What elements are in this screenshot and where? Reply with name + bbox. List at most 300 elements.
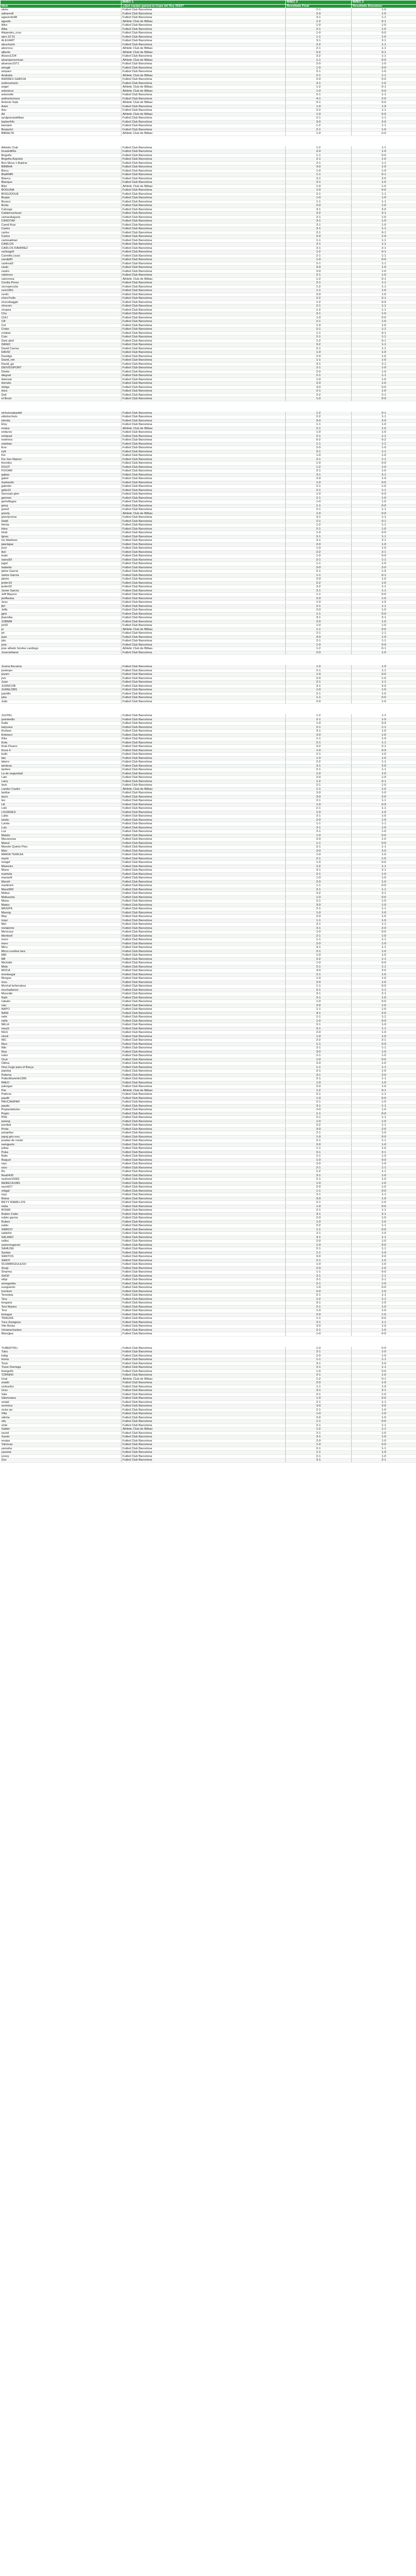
nick-cell: Blisi bbox=[1, 184, 122, 189]
halftime-score-cell: 1-1 bbox=[352, 589, 416, 593]
final-score-cell: 2-1 bbox=[286, 965, 352, 969]
nick-cell: jesfer02 bbox=[1, 585, 122, 589]
final-score-cell: 2-0 bbox=[286, 676, 352, 681]
winner-cell: Futbol Club Barcelona bbox=[122, 1255, 286, 1259]
halftime-score-cell: 1-1 bbox=[352, 865, 416, 869]
halftime-score-cell: 1-0 bbox=[352, 354, 416, 359]
winner-cell: Futbol Club Barcelona bbox=[122, 1046, 286, 1050]
nick-cell: jrev bbox=[1, 676, 122, 681]
halftime-score-cell: 1-0 bbox=[352, 601, 416, 605]
table-row bbox=[1, 730, 416, 734]
nick-cell: JUANLOBS bbox=[1, 688, 122, 692]
winner-cell: Futbol Club Barcelona bbox=[122, 1305, 286, 1309]
nick-cell: Toxic bbox=[1, 1362, 122, 1366]
separator-cell bbox=[1, 704, 416, 715]
nick-cell: Trave Domega bbox=[1, 1366, 122, 1370]
final-score-cell: 1-1 bbox=[286, 1317, 352, 1321]
final-score-cell: 1-0 bbox=[286, 1243, 352, 1247]
nick-cell: Pat bbox=[1, 1089, 122, 1093]
final-score-cell: 2-0 bbox=[286, 1185, 352, 1190]
halftime-score-cell: 2-0 bbox=[352, 1127, 416, 1131]
table-row bbox=[1, 1454, 416, 1459]
winner-cell: Futbol Club Barcelona bbox=[122, 822, 286, 826]
halftime-score-cell: 2-1 bbox=[352, 1459, 416, 1463]
table-row bbox=[1, 1046, 416, 1050]
nick-cell: Noa bbox=[1, 1050, 122, 1054]
final-score-cell: 2-0 bbox=[286, 1381, 352, 1385]
halftime-score-cell: 2-0 bbox=[352, 926, 416, 930]
winner-cell: Futbol Club Barcelona bbox=[122, 438, 286, 443]
halftime-score-cell: 1-0 bbox=[352, 624, 416, 628]
winner-cell: Futbol Club Barcelona bbox=[122, 593, 286, 597]
halftime-score-cell: 1-0 bbox=[352, 465, 416, 469]
nick-cell: Cuis bbox=[1, 335, 122, 340]
winner-cell: Futbol Club Barcelona bbox=[122, 1185, 286, 1190]
final-score-cell: 2-0 bbox=[286, 12, 352, 16]
final-score-cell: 3-0 bbox=[286, 120, 352, 124]
winner-cell: Futbol Club Barcelona bbox=[122, 692, 286, 696]
winner-cell: Futbol Club Barcelona bbox=[122, 1454, 286, 1459]
winner-cell: Futbol Club Barcelona bbox=[122, 1286, 286, 1290]
halftime-score-cell: 1-0 bbox=[352, 266, 416, 270]
nick-cell: Kote Pisano bbox=[1, 745, 122, 749]
winner-cell: Futbol Club Barcelona bbox=[122, 177, 286, 181]
nick-cell: BlaiRMR bbox=[1, 173, 122, 177]
nick-cell: Jeff Mayore bbox=[1, 593, 122, 597]
winner-cell: Futbol Club Barcelona bbox=[122, 1282, 286, 1286]
winner-cell: Futbol Club Barcelona bbox=[122, 366, 286, 370]
table-row bbox=[1, 1247, 416, 1251]
nick-cell: andreumarin bbox=[1, 81, 122, 86]
table-row bbox=[1, 733, 416, 737]
halftime-score-cell: 0-0 bbox=[352, 78, 416, 82]
winner-cell: Futbol Club Barcelona bbox=[122, 558, 286, 562]
table-row bbox=[1, 1127, 416, 1131]
final-score-cell: 1-0 bbox=[286, 531, 352, 535]
table-row bbox=[1, 1362, 416, 1366]
nick-cell: jnr02 bbox=[1, 624, 122, 628]
nick-cell: NELA bbox=[1, 1023, 122, 1027]
nick-cell: tuttig bbox=[1, 1354, 122, 1358]
halftime-score-cell: 1-0 bbox=[352, 880, 416, 884]
final-score-cell: 1-0 bbox=[286, 351, 352, 355]
nick-cell: Blanca bbox=[1, 177, 122, 181]
table-row bbox=[1, 1309, 416, 1313]
winner-cell: Futbol Club Barcelona bbox=[122, 730, 286, 734]
table-row bbox=[1, 1108, 416, 1112]
final-score-cell: 1-1 bbox=[286, 919, 352, 923]
final-score-cell: 1-0 bbox=[286, 665, 352, 669]
nick-cell: Puka bbox=[1, 1150, 122, 1155]
winner-cell: Athletic Club de Bilbao bbox=[122, 277, 286, 281]
halftime-score-cell: 1-0 bbox=[352, 1408, 416, 1412]
table-row bbox=[1, 450, 416, 454]
nick-cell: marsarfi bbox=[1, 876, 122, 880]
winner-cell: Futbol Club Barcelona bbox=[122, 1290, 286, 1294]
nick-cell: Patricia bbox=[1, 1093, 122, 1097]
halftime-score-cell: 1-0 bbox=[352, 547, 416, 551]
winner-cell: Futbol Club Barcelona bbox=[122, 985, 286, 989]
final-score-cell: 3-1 bbox=[286, 1435, 352, 1439]
winner-cell: Futbol Club Barcelona bbox=[122, 578, 286, 582]
table-row bbox=[1, 1369, 416, 1374]
halftime-score-cell: 2-1 bbox=[352, 362, 416, 366]
final-score-cell: 3-0 bbox=[286, 266, 352, 270]
final-score-cell: 1-0 bbox=[286, 324, 352, 328]
winner-cell: Futbol Club Barcelona bbox=[122, 810, 286, 815]
table-row bbox=[1, 454, 416, 458]
table-row bbox=[1, 1070, 416, 1074]
halftime-score-cell: 1-1 bbox=[352, 508, 416, 512]
table-row bbox=[1, 942, 416, 946]
table-row bbox=[1, 764, 416, 768]
halftime-score-cell: 2-0 bbox=[352, 684, 416, 688]
final-score-cell: 3-2 bbox=[286, 585, 352, 589]
final-score-cell: 2-0 bbox=[286, 370, 352, 374]
halftime-score-cell: 1-0 bbox=[352, 1305, 416, 1309]
nick-cell: jo bbox=[1, 628, 122, 632]
final-score-cell: 2-1 bbox=[286, 70, 352, 74]
table-row bbox=[1, 696, 416, 700]
halftime-score-cell: 0-1 bbox=[352, 277, 416, 281]
table-row bbox=[1, 892, 416, 896]
table-row bbox=[1, 784, 416, 788]
winner-cell: Futbol Club Barcelona bbox=[122, 973, 286, 977]
nick-cell: BIRBHA bbox=[1, 165, 122, 170]
table-row bbox=[1, 246, 416, 250]
winner-cell: Futbol Club Barcelona bbox=[122, 815, 286, 819]
halftime-score-cell: 1-1 bbox=[352, 1046, 416, 1050]
halftime-score-cell: 0-0 bbox=[352, 1443, 416, 1447]
final-score-cell: 1-0 bbox=[286, 1286, 352, 1290]
final-score-cell: 2-1 bbox=[286, 692, 352, 696]
halftime-score-cell: 1-0 bbox=[352, 1251, 416, 1255]
halftime-score-cell: 1-1 bbox=[352, 714, 416, 718]
nick-cell: mou bbox=[1, 980, 122, 985]
table-row bbox=[1, 888, 416, 892]
winner-cell: Futbol Club Barcelona bbox=[122, 1093, 286, 1097]
table-row bbox=[1, 412, 416, 415]
final-score-cell: 1-0 bbox=[286, 500, 352, 504]
final-score-cell: 2-1 bbox=[286, 923, 352, 927]
winner-cell: Futbol Club Barcelona bbox=[122, 431, 286, 435]
nick-cell: tortugas bbox=[1, 1313, 122, 1317]
final-score-cell: 2-2 bbox=[286, 1124, 352, 1128]
nick-cell: paudk bbox=[1, 1096, 122, 1100]
halftime-score-cell: 0-0 bbox=[352, 112, 416, 116]
table-row bbox=[1, 1004, 416, 1008]
nick-cell: mero bbox=[1, 938, 122, 942]
final-score-cell: 3-1 bbox=[286, 246, 352, 250]
nick-cell: Asier bbox=[1, 105, 122, 109]
group-separator bbox=[1, 135, 416, 146]
final-score-cell: 2-1 bbox=[286, 496, 352, 500]
final-score-cell: 2-1 bbox=[286, 681, 352, 685]
nick-cell: Ben Mous x Bakirar bbox=[1, 161, 122, 165]
table-row bbox=[1, 1228, 416, 1232]
table-row bbox=[1, 1011, 416, 1015]
halftime-score-cell: 1-0 bbox=[352, 791, 416, 795]
table-row bbox=[1, 1274, 416, 1278]
halftime-score-cell: 1-0 bbox=[352, 1131, 416, 1136]
halftime-score-cell: 1-0 bbox=[352, 24, 416, 28]
halftime-score-cell: 0-0 bbox=[352, 1189, 416, 1193]
table-row bbox=[1, 1282, 416, 1286]
table-row bbox=[1, 20, 416, 24]
halftime-score-cell: 1-1 bbox=[352, 1193, 416, 1197]
halftime-score-cell: 1-0 bbox=[352, 269, 416, 274]
final-score-cell: 1-0 bbox=[286, 1412, 352, 1416]
winner-cell: Futbol Club Barcelona bbox=[122, 1400, 286, 1404]
final-score-cell: 2-0 bbox=[286, 1004, 352, 1008]
nick-cell: fiverdes bbox=[1, 462, 122, 466]
winner-cell: Futbol Club Barcelona bbox=[122, 208, 286, 212]
halftime-score-cell: 1-1 bbox=[352, 1166, 416, 1170]
table-row bbox=[1, 316, 416, 320]
nick-cell: nan bbox=[1, 1004, 122, 1008]
final-score-cell: 1-0 bbox=[286, 1397, 352, 1401]
final-score-cell: 2-0 bbox=[286, 1416, 352, 1420]
halftime-score-cell: 1-1 bbox=[352, 907, 416, 911]
final-score-cell: 1-1 bbox=[286, 1270, 352, 1275]
table-row bbox=[1, 791, 416, 795]
nick-cell: Vale bbox=[1, 1393, 122, 1397]
winner-cell: Futbol Club Barcelona bbox=[122, 632, 286, 636]
halftime-score-cell: 2-1 bbox=[352, 1389, 416, 1393]
table-row bbox=[1, 374, 416, 378]
winner-cell: Futbol Club Barcelona bbox=[122, 768, 286, 772]
nick-cell: David_nm bbox=[1, 359, 122, 363]
halftime-score-cell: 1-0 bbox=[352, 150, 416, 154]
nick-cell: TRAUDE bbox=[1, 1317, 122, 1321]
final-score-cell: 2-0 bbox=[286, 1240, 352, 1244]
winner-cell: Futbol Club Barcelona bbox=[122, 97, 286, 101]
table-row bbox=[1, 165, 416, 170]
table-row bbox=[1, 1193, 416, 1197]
final-score-cell: 1-1 bbox=[286, 1147, 352, 1151]
nick-cell: Joseciellanst bbox=[1, 651, 122, 655]
winner-cell: Futbol Club Barcelona bbox=[122, 977, 286, 981]
winner-cell: Futbol Club Barcelona bbox=[122, 1447, 286, 1451]
nick-cell: chocom bbox=[1, 304, 122, 309]
table-row bbox=[1, 969, 416, 973]
final-score-cell: 1-0 bbox=[286, 547, 352, 551]
halftime-score-cell: 1-0 bbox=[352, 12, 416, 16]
winner-cell: Futbol Club Barcelona bbox=[122, 1369, 286, 1374]
final-score-cell: 2-1 bbox=[286, 1077, 352, 1081]
final-score-cell: 3-1 bbox=[286, 81, 352, 86]
halftime-score-cell: 1-0 bbox=[352, 1181, 416, 1185]
table-row bbox=[1, 911, 416, 915]
nick-cell: alexroca bbox=[1, 47, 122, 51]
final-score-cell: 1-0 bbox=[286, 512, 352, 516]
table-row bbox=[1, 58, 416, 62]
halftime-score-cell: 1-1 bbox=[352, 604, 416, 608]
final-score-cell: 2-0 bbox=[286, 578, 352, 582]
final-score-cell: 1-0 bbox=[286, 1158, 352, 1162]
final-score-cell: 2-1 bbox=[286, 158, 352, 162]
halftime-score-cell: 1-0 bbox=[352, 1451, 416, 1455]
winner-cell: Futbol Club Barcelona bbox=[122, 116, 286, 121]
winner-cell: Futbol Club Barcelona bbox=[122, 481, 286, 485]
nick-cell: alberto bbox=[1, 50, 122, 55]
table-row bbox=[1, 250, 416, 255]
final-score-cell: 3-0 bbox=[286, 165, 352, 170]
nick-cell: Fer Ger Marion bbox=[1, 457, 122, 462]
final-score-cell: 1-0 bbox=[286, 431, 352, 435]
halftime-score-cell: 1-0 bbox=[352, 1350, 416, 1354]
table-row bbox=[1, 1112, 416, 1116]
winner-cell: Futbol Club Barcelona bbox=[122, 442, 286, 446]
final-score-cell: 2-0 bbox=[286, 776, 352, 780]
table-row bbox=[1, 128, 416, 132]
halftime-score-cell: 1-1 bbox=[352, 227, 416, 231]
nick-cell: enduros bbox=[1, 431, 122, 435]
table-row bbox=[1, 1301, 416, 1306]
nick-cell: esdrrera bbox=[1, 438, 122, 443]
nick-cell: Luz bbox=[1, 830, 122, 834]
nick-cell: antoniros bbox=[1, 89, 122, 93]
nick-cell: Kirkmerr bbox=[1, 733, 122, 737]
final-score-cell: 1-1 bbox=[286, 504, 352, 508]
halftime-score-cell: 1-1 bbox=[352, 200, 416, 204]
winner-cell: Futbol Club Barcelona bbox=[122, 204, 286, 208]
header-row-rounds bbox=[1, 1, 416, 5]
nick-cell: verónica bbox=[1, 1404, 122, 1409]
winner-cell: Futbol Club Barcelona bbox=[122, 911, 286, 915]
winner-cell: Futbol Club Barcelona bbox=[122, 262, 286, 266]
halftime-score-cell: 2-1 bbox=[352, 212, 416, 216]
final-score-cell: 1-0 bbox=[286, 378, 352, 382]
final-score-cell: 2-1 bbox=[286, 434, 352, 438]
final-score-cell: 2-1 bbox=[286, 570, 352, 574]
halftime-score-cell: 1-1 bbox=[352, 335, 416, 340]
winner-cell: Futbol Club Barcelona bbox=[122, 496, 286, 500]
nick-cell: David_ga bbox=[1, 362, 122, 366]
halftime-score-cell: 2-0 bbox=[352, 120, 416, 124]
table-row bbox=[1, 16, 416, 20]
halftime-score-cell: 0-0 bbox=[352, 1286, 416, 1290]
final-score-cell: 2-1 bbox=[286, 1070, 352, 1074]
nick-cell: nolor bbox=[1, 1054, 122, 1058]
winner-cell: Futbol Club Barcelona bbox=[122, 950, 286, 954]
halftime-score-cell: 0-0 bbox=[352, 1270, 416, 1275]
halftime-score-cell: 1-1 bbox=[352, 243, 416, 247]
halftime-score-cell: 1-1 bbox=[352, 1065, 416, 1070]
table-row bbox=[1, 169, 416, 173]
table-row bbox=[1, 857, 416, 861]
halftime-score-cell: 1-0 bbox=[352, 730, 416, 734]
nick-cell: merv bbox=[1, 942, 122, 946]
final-score-cell: 1-2 bbox=[286, 146, 352, 150]
halftime-score-cell: 1-1 bbox=[352, 516, 416, 520]
halftime-score-cell: 2-0 bbox=[352, 1255, 416, 1259]
halftime-score-cell: 2-1 bbox=[352, 246, 416, 250]
final-score-cell: 1-0 bbox=[286, 454, 352, 458]
halftime-score-cell: 1-1 bbox=[352, 760, 416, 765]
final-score-cell: 2-1 bbox=[286, 47, 352, 51]
final-score-cell: 2-1 bbox=[286, 128, 352, 132]
nick-cell: rauhom10001 bbox=[1, 1178, 122, 1182]
nick-cell: CHU bbox=[1, 316, 122, 320]
table-row bbox=[1, 684, 416, 688]
winner-cell: Athletic Club de Bilbao bbox=[122, 1089, 286, 1093]
final-score-cell: 1-0 bbox=[286, 911, 352, 915]
winner-cell: Futbol Club Barcelona bbox=[122, 965, 286, 969]
nick-cell: lakers bbox=[1, 760, 122, 765]
final-score-cell: 2-1 bbox=[286, 223, 352, 227]
final-score-cell: 1-0 bbox=[286, 112, 352, 116]
nick-cell: nakato bbox=[1, 1000, 122, 1004]
table-row bbox=[1, 1174, 416, 1178]
nick-cell: barber94c bbox=[1, 120, 122, 124]
halftime-score-cell: 2-1 bbox=[352, 1278, 416, 1282]
halftime-score-cell: 1-0 bbox=[352, 81, 416, 86]
winner-cell: Futbol Club Barcelona bbox=[122, 393, 286, 397]
nick-cell: Fer bbox=[1, 454, 122, 458]
winner-cell: Futbol Club Barcelona bbox=[122, 192, 286, 196]
winner-cell: Futbol Club Barcelona bbox=[122, 1443, 286, 1447]
table-row bbox=[1, 62, 416, 66]
halftime-score-cell: 1-0 bbox=[352, 70, 416, 74]
final-score-cell: 3-0 bbox=[286, 1255, 352, 1259]
final-score-cell: 2-1 bbox=[286, 274, 352, 278]
halftime-score-cell: 1-0 bbox=[352, 688, 416, 692]
final-score-cell: 2-1 bbox=[286, 1193, 352, 1197]
halftime-score-cell: 1-0 bbox=[352, 431, 416, 435]
nick-cell: pqraj grin nou bbox=[1, 1135, 122, 1139]
table-row bbox=[1, 1131, 416, 1136]
winner-cell: Futbol Club Barcelona bbox=[122, 1350, 286, 1354]
nick-cell: dolorsal bbox=[1, 378, 122, 382]
winner-cell: Futbol Club Barcelona bbox=[122, 988, 286, 992]
winner-cell: Futbol Club Barcelona bbox=[122, 219, 286, 224]
table-row bbox=[1, 1255, 416, 1259]
table-row bbox=[1, 1205, 416, 1209]
winner-cell: Futbol Club Barcelona bbox=[122, 397, 286, 401]
winner-cell: Futbol Club Barcelona bbox=[122, 749, 286, 753]
halftime-score-cell: 1-0 bbox=[352, 204, 416, 208]
final-score-cell: 2-1 bbox=[286, 181, 352, 185]
halftime-score-cell: 1-1 bbox=[352, 1170, 416, 1174]
winner-cell: Futbol Club Barcelona bbox=[122, 753, 286, 757]
table-row bbox=[1, 43, 416, 47]
winner-cell: Futbol Club Barcelona bbox=[122, 900, 286, 904]
nick-cell: carolp82 bbox=[1, 258, 122, 262]
final-score-cell: 1-1 bbox=[286, 1228, 352, 1232]
halftime-score-cell: 1-0 bbox=[352, 651, 416, 655]
winner-cell: Athletic Club de Bilbao bbox=[122, 58, 286, 62]
winner-cell: Futbol Club Barcelona bbox=[122, 324, 286, 328]
nick-cell: xaviol bbox=[1, 1431, 122, 1435]
winner-cell: Futbol Club Barcelona bbox=[122, 673, 286, 677]
halftime-score-cell: 0-1 bbox=[352, 1377, 416, 1381]
table-row bbox=[1, 1209, 416, 1213]
final-score-cell: 2-1 bbox=[286, 888, 352, 892]
nick-cell: ANDRES GARCIA bbox=[1, 78, 122, 82]
final-score-cell: 3-1 bbox=[286, 1027, 352, 1031]
table-row bbox=[1, 1320, 416, 1325]
halftime-score-cell: 1-1 bbox=[352, 807, 416, 811]
winner-cell: Futbol Club Barcelona bbox=[122, 865, 286, 869]
winner-cell: Futbol Club Barcelona bbox=[122, 1015, 286, 1020]
table-row bbox=[1, 1042, 416, 1046]
final-score-cell: 1-0 bbox=[286, 493, 352, 497]
winner-cell: Futbol Club Barcelona bbox=[122, 382, 286, 386]
nick-cell: Lander Castro bbox=[1, 787, 122, 791]
table-row bbox=[1, 1428, 416, 1432]
winner-cell: Futbol Club Barcelona bbox=[122, 961, 286, 965]
